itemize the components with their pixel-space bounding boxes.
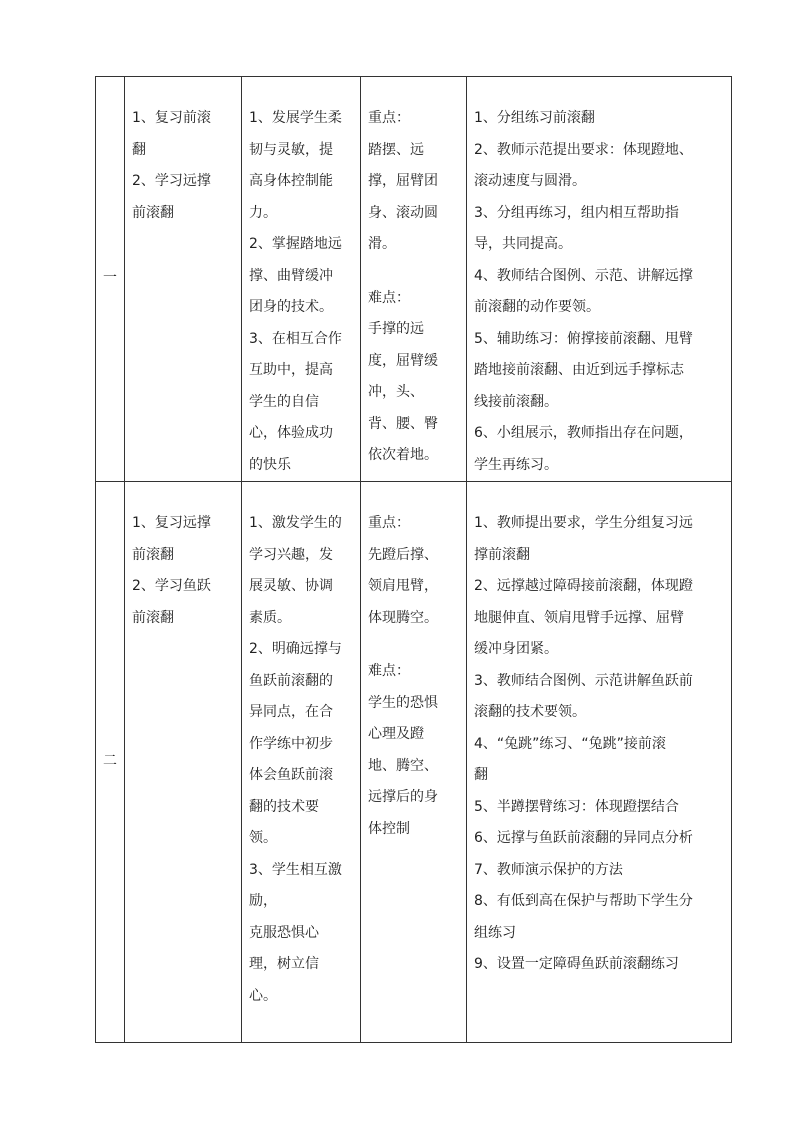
- step-line: 3、分组再练习，组内相互帮助指: [474, 204, 679, 221]
- steps-cell: [467, 77, 732, 482]
- step-line: 4、“兔跳”练习、“兔跳”接前滚: [474, 735, 666, 752]
- goal-line: 2、掌握踏地远: [249, 236, 342, 252]
- step-line: 滚动速度与圆滑。: [474, 173, 586, 189]
- step-line: 9、设置一定障碍鱼跃前滚翻练习: [474, 956, 679, 972]
- step-line: 5、半蹲摆臂练习：体现蹬摆结合: [474, 798, 679, 815]
- goal-line: 3、在相互合作: [249, 330, 342, 347]
- key-point-line: 体现腾空。: [368, 609, 438, 626]
- goal-line: 撑、曲臂缓冲: [249, 267, 333, 284]
- step-line: 线接前滚翻。: [474, 393, 558, 410]
- step-line: 2、教师示范提出要求：体现蹬地、: [474, 141, 693, 158]
- goal-line: 3、学生相互激: [249, 861, 342, 878]
- key-points-label: 重点：: [368, 110, 410, 126]
- content-line: 1、复习远撑: [132, 515, 211, 531]
- step-line: 3、教师结合图例、示范讲解鱼跃前: [474, 672, 693, 689]
- key-points-label: 重点：: [368, 515, 410, 531]
- difficulty-line: 手撑的远: [368, 321, 424, 337]
- goal-line: 1、发展学生柔: [249, 110, 342, 126]
- step-line: 翻: [474, 767, 488, 783]
- goal-line: 学习兴趣，发: [249, 546, 333, 563]
- goal-line: 理，树立信: [249, 956, 319, 972]
- goal-line: 素质。: [249, 609, 291, 626]
- content-line: 2、学习远撑: [132, 173, 211, 189]
- steps-cell: [467, 482, 732, 1043]
- content-line: 前滚翻: [132, 609, 174, 626]
- key-point-line: 撑，屈臂团: [368, 173, 438, 189]
- table-row: [96, 482, 732, 1043]
- goal-line: 1、激发学生的: [249, 515, 342, 531]
- step-line: 踏地接前滚翻、由近到远手撑标志: [474, 362, 684, 378]
- row-number: 二: [103, 753, 117, 770]
- row-number-cell: [96, 77, 125, 482]
- key-point-line: 踏摆、远: [368, 141, 424, 158]
- goal-line: 高身体控制能: [249, 173, 333, 189]
- step-line: 8、有低到高在保护与帮助下学生分: [474, 893, 693, 909]
- goal-line: 体会鱼跃前滚: [249, 767, 333, 783]
- key-point-line: 领肩甩臂，: [368, 578, 438, 594]
- content-line: 1、复习前滚: [132, 110, 211, 126]
- goal-line: 心。: [249, 987, 277, 1004]
- goal-line: 互助中，提高: [249, 362, 333, 378]
- goal-line: 心，体验成功: [249, 425, 333, 441]
- key-point-line: 先蹬后撑、: [368, 546, 438, 563]
- goals-cell: [242, 482, 361, 1043]
- step-line: 4、教师结合图例、示范、讲解远撑: [474, 267, 693, 284]
- goal-line: 作学练中初步: [249, 735, 333, 752]
- step-line: 滚翻的技术要领。: [474, 704, 586, 720]
- step-line: 地腿伸直、领肩甩臂手远撑、屈臂: [474, 609, 684, 626]
- step-line: 组练习: [474, 924, 516, 941]
- goal-line: 力。: [249, 204, 277, 221]
- key-point-line: 身、滚动圆: [368, 204, 438, 221]
- goal-line: 励，: [249, 893, 277, 909]
- step-line: 6、小组展示，教师指出存在问题，: [474, 425, 693, 441]
- step-line: 缓冲身团紧。: [474, 641, 558, 657]
- content-cell: [125, 77, 242, 482]
- content-line: 前滚翻: [132, 204, 174, 221]
- content-line: 翻: [132, 141, 146, 158]
- difficulty-line: 度，屈臂缓: [368, 352, 438, 369]
- goal-line: 的快乐: [249, 456, 291, 473]
- goal-line: 团身的技术。: [249, 299, 333, 315]
- difficulty-line: 远撑后的身: [368, 789, 438, 805]
- goal-line: 2、明确远撑与: [249, 641, 342, 657]
- step-line: 导，共同提高。: [474, 236, 572, 252]
- content-cell: [125, 482, 242, 1043]
- content-line: 前滚翻: [132, 546, 174, 563]
- difficulty-line: 学生的恐惧: [368, 694, 438, 711]
- step-line: 1、分组练习前滚翻: [474, 110, 595, 126]
- step-line: 6、远撑与鱼跃前滚翻的异同点分析: [474, 830, 693, 846]
- step-line: 1、教师提出要求，学生分组复习远: [474, 515, 693, 531]
- difficulty-line: 冲，头、: [368, 384, 424, 400]
- difficulty-label: 难点：: [368, 289, 410, 306]
- difficulty-label: 难点：: [368, 663, 410, 679]
- step-line: 5、辅助练习：俯撑接前滚翻、甩臂: [474, 330, 693, 347]
- goal-line: 韧与灵敏，提: [249, 141, 333, 158]
- difficulty-line: 背、腰、臀: [368, 415, 438, 432]
- goal-line: 翻的技术要: [249, 798, 319, 815]
- focus-cell: [361, 77, 467, 482]
- step-line: 撑前滚翻: [474, 546, 530, 563]
- step-line: 前滚翻的动作要领。: [474, 299, 600, 315]
- row-number: 一: [103, 270, 117, 287]
- content-line: 2、学习鱼跃: [132, 578, 211, 594]
- key-point-line: 滑。: [368, 236, 396, 252]
- goal-line: 展灵敏、协调: [249, 578, 333, 594]
- difficulty-line: 地、腾空、: [368, 757, 438, 774]
- step-line: 2、远撑越过障碍接前滚翻，体现蹬: [474, 578, 693, 594]
- goal-line: 克服恐惧心: [249, 924, 319, 941]
- row-number-cell: [96, 482, 125, 1043]
- step-line: 学生再练习。: [474, 456, 558, 473]
- step-line: 7、教师演示保护的方法: [474, 861, 623, 878]
- goal-line: 学生的自信: [249, 393, 319, 410]
- focus-cell: [361, 482, 467, 1043]
- difficulty-line: 体控制: [368, 820, 410, 837]
- lesson-plan-table: [95, 76, 732, 1043]
- table-row: [96, 77, 732, 482]
- goals-cell: [242, 77, 361, 482]
- goal-line: 异同点，在合: [249, 704, 333, 720]
- difficulty-line: 依次着地。: [368, 447, 438, 463]
- goal-line: 鱼跃前滚翻的: [249, 672, 333, 689]
- goal-line: 领。: [249, 830, 277, 846]
- difficulty-line: 心理及蹬: [368, 726, 424, 742]
